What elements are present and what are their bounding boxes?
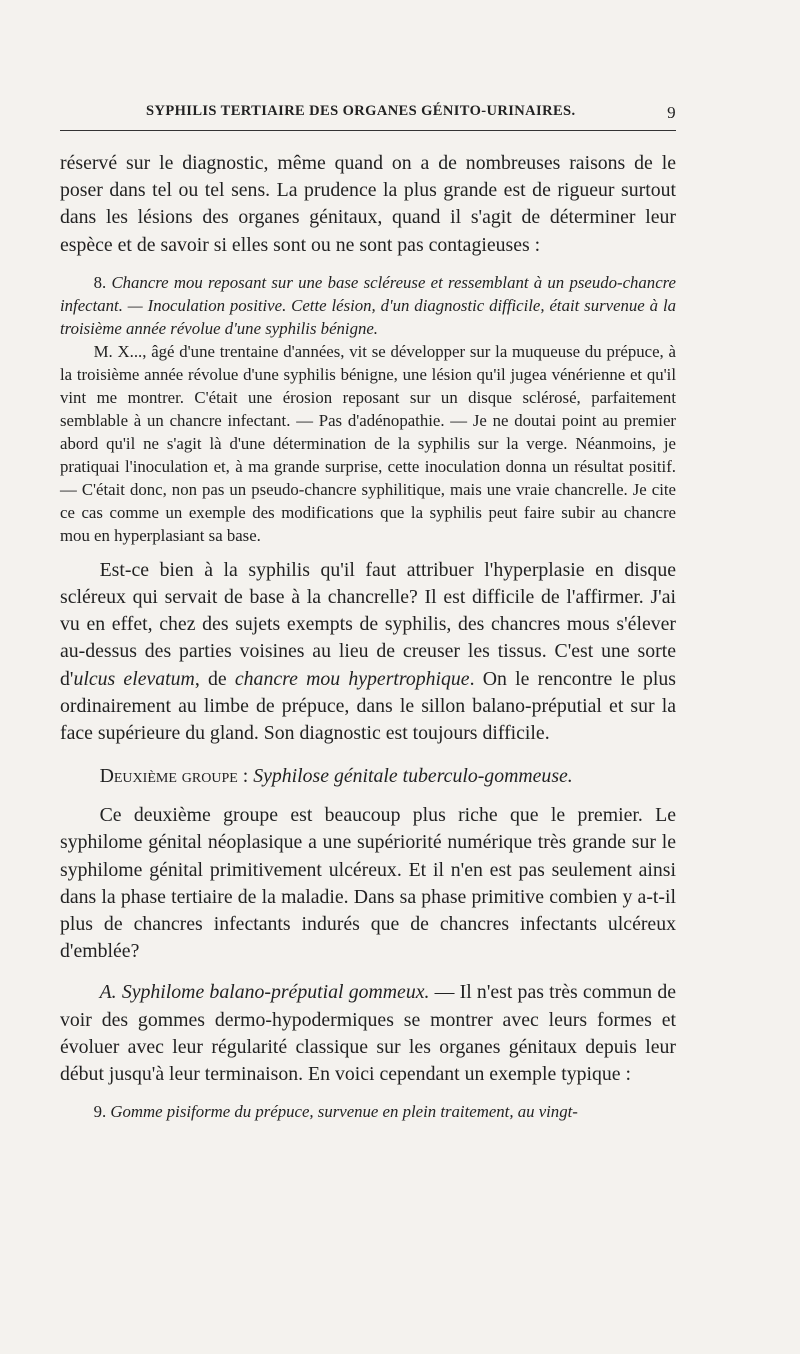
case-8-title: Chancre mou reposant sur une base scléreuse et ressemblant à un pseudo-chancre infectant. — Inoculation positive. Cette lésion, d'un diagnostic difficile, était survenue à la troisième année révolue d'une syphilis bénigne. bbox=[60, 272, 677, 338]
header-title: SYPHILIS TERTIAIRE DES ORGANES GÉNITO-URINAIRES. bbox=[146, 103, 576, 119]
p3-text-b: , de bbox=[194, 667, 235, 690]
section-label: Deuxième groupe bbox=[99, 765, 238, 788]
paragraph-deuxieme-groupe: Ce deuxième groupe est beaucoup plus riche que le premier. Le syphilome génital néoplasique a une supériorité numérique très grande sur le syphilome génital primitivement ulcéreux. Et il n'en est pas seulement ainsi dans la phase tertiaire de la maladie. Dans sa phase primitive combien y a-t-il plus de chancres infectants indurés que de chancres infectants ulcéreux d'emblée? bbox=[60, 804, 676, 963]
subsection-text: — Il n'est pas très commun de voir des gommes dermo-hypodermiques se montrer avec leurs formes et évoluer avec leur régularité classique sur les organes génitaux depuis leur début jusqu'à leur terminaison. En voici cependant un exemple typique : bbox=[60, 981, 676, 1086]
p3-em-ulcus: ulcus elevatum bbox=[73, 667, 195, 690]
section-heading bbox=[60, 763, 676, 790]
p3-em-chancre: chancre mou hypertrophique bbox=[234, 667, 470, 690]
case-8-body: M. X..., âgé d'une trentaine d'années, vit se développer sur la muqueuse du prépuce, à la troisième année révolue d'une syphilis bénigne, une lésion qu'il jugea vénérienne et qu'il vint me montrer. C'était une érosion reposant sur un disque sclérosé, parfaitement semblable à un chancre infectant. — Pas d'adénopathie. — Je ne doutai point au premier abord qu'il ne s'agit là d'une détermination de la syphilis sur la verge. Néanmoins, je pratiquai l'inoculation et, à ma grande surprise, cette inoculation donna un résultat positif. — C'était donc, non pas un pseudo-chancre syphilitique, mais une vraie chancrelle. Je cite ce cas comme un exemple des modifications que la syphilis peut faire subir au chancre mou en hyperplasiant sa base. bbox=[60, 341, 676, 545]
page-body bbox=[60, 150, 676, 1123]
p3-text-c: . On le rencontre le plus ordinairement au limbe de prépuce, dans le sillon balano-préputial et sur la face supérieure du gland. Son diagnostic est toujours difficile. bbox=[60, 667, 676, 745]
case-9-heading bbox=[60, 1100, 676, 1123]
paragraph-intro: réservé sur le diagnostic, même quand on a de nombreuses raisons de le poser dans tel ou tel sens. La prudence la plus grande est de rigueur surtout dans les lésions des organes génitaux, quand il s'agit de déterminer leur espèce et de savoir si elles sont ou ne sont pas contagieuses : bbox=[60, 152, 676, 256]
p3-text-a: Est-ce bien à la syphilis qu'il faut attribuer l'hyperplasie en disque scléreux qui servait de base à la chancrelle? Il est difficile de l'affirmer. J'ai vu en effet, chez des sujets exempts de syphilis, des chancres mous s'élever au-dessus des parties voisines au lieu de creuser les tissus. C'est une sorte d' bbox=[60, 558, 676, 690]
header-rule bbox=[60, 130, 676, 131]
case-8-heading bbox=[60, 271, 676, 340]
section-title: Syphilose génitale tuberculo-gommeuse. bbox=[253, 765, 573, 788]
case-9-number: 9. bbox=[93, 1102, 107, 1122]
case-9-title: Gomme pisiforme du prépuce, survenue en plein traitement, au vingt- bbox=[110, 1102, 578, 1122]
case-8-number: 8. bbox=[93, 272, 107, 292]
page-number: 9 bbox=[667, 103, 676, 122]
subsection-title: A. Syphilome balano-préputial gommeux. bbox=[99, 981, 430, 1004]
section-separator: : bbox=[237, 765, 254, 788]
paragraph-hyperplasie bbox=[60, 557, 676, 747]
paragraph-syphilome bbox=[60, 979, 676, 1088]
